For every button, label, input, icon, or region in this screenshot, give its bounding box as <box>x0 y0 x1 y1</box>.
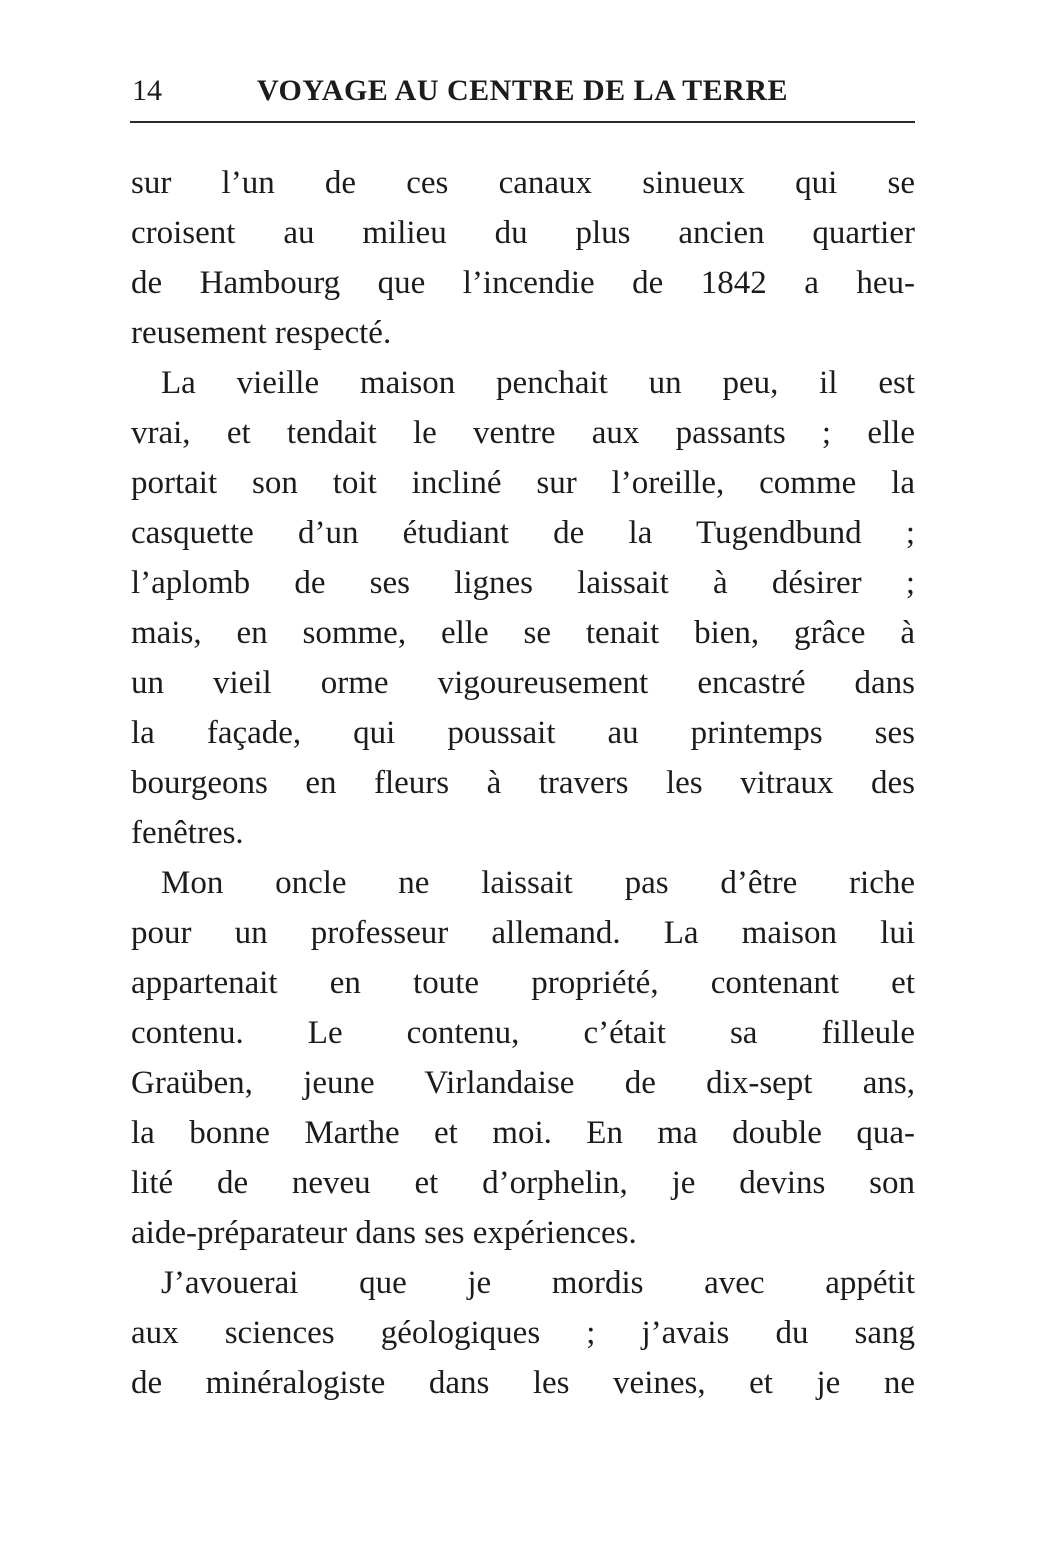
text-line: lité de neveu et d’orphelin, je devins son <box>131 1165 915 1201</box>
page-header <box>130 74 915 108</box>
text-line: Mon oncle ne laissait pas d’être riche <box>161 865 915 901</box>
text-line: la façade, qui poussait au printemps ses <box>131 715 915 751</box>
text-line: casquette d’un étudiant de la Tugendbund ; <box>131 515 915 551</box>
text-line: croisent au milieu du plus ancien quartier <box>131 215 915 251</box>
text-line: contenu. Le contenu, c’était sa filleule <box>131 1015 915 1051</box>
running-title: VOYAGE AU CENTRE DE LA TERRE <box>256 74 789 107</box>
text-line: sur l’un de ces canaux sinueux qui se <box>131 165 915 201</box>
text-line: aux sciences géologiques ; j’avais du sang <box>131 1315 915 1351</box>
text-line: de minéralogiste dans les veines, et je ne <box>131 1365 915 1401</box>
header-rule <box>130 121 915 123</box>
text-line: vrai, et tendait le ventre aux passants ; elle <box>131 415 915 451</box>
text-line: reusement respecté. <box>131 315 392 351</box>
text-line: mais, en somme, elle se tenait bien, grâce à <box>131 615 915 651</box>
text-line: J’avouerai que je mordis avec appétit <box>161 1265 915 1301</box>
page-number: 14 <box>132 74 162 107</box>
text-line: Graüben, jeune Virlandaise de dix-sept ans, <box>131 1065 915 1101</box>
text-line: un vieil orme vigoureusement encastré dans <box>131 665 915 701</box>
text-line: aide-préparateur dans ses expériences. <box>131 1215 637 1251</box>
text-line: La vieille maison penchait un peu, il est <box>161 365 915 401</box>
page-body <box>131 158 915 1408</box>
text-line: portait son toit incliné sur l’oreille, comme la <box>131 465 915 501</box>
text-line: fenêtres. <box>131 815 244 851</box>
text-line: l’aplomb de ses lignes laissait à désirer ; <box>131 565 915 601</box>
text-line: pour un professeur allemand. La maison lui <box>131 915 915 951</box>
text-line: appartenait en toute propriété, contenant et <box>131 965 915 1001</box>
text-line: de Hambourg que l’incendie de 1842 a heu- <box>131 265 915 301</box>
text-line: bourgeons en fleurs à travers les vitraux des <box>131 765 915 801</box>
text-line: la bonne Marthe et moi. En ma double qua- <box>131 1115 915 1151</box>
